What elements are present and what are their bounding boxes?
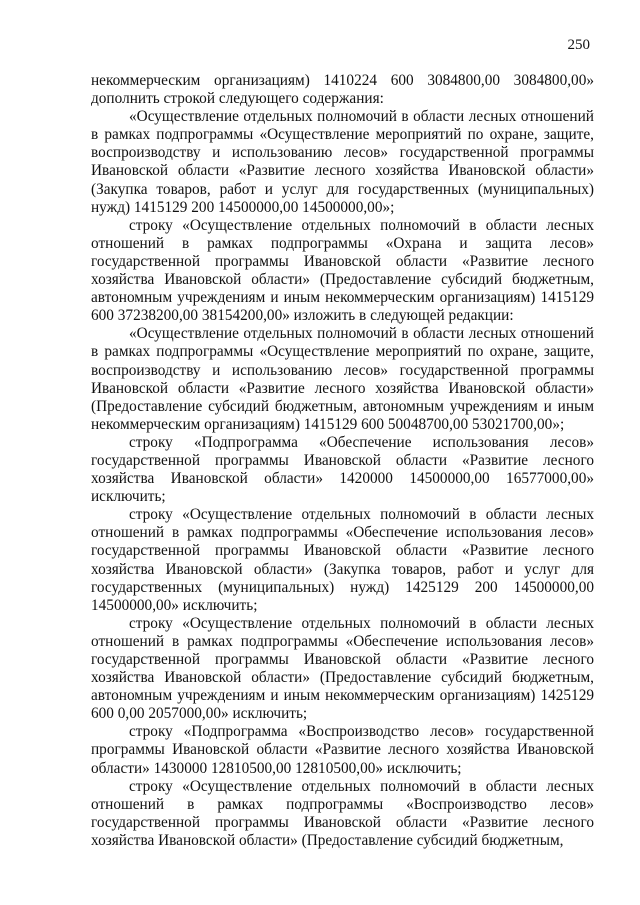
paragraph-2: «Осуществление отдельных полномочий в области лесных отношений в рамках подпрограммы «Осуществление мероприятий по охране, защите, воспроизводству и использованию лесов» государственной программы Ивановской области «Развитие лесного хозяйства Ивановской области» (Закупка товаров, работ и услуг для государственных (муниципальных) нужд) 1415129 200 14500000,00 14500000,00»; <box>91 108 594 216</box>
paragraph-1: некоммерческим организациям) 1410224 600 3084800,00 3084800,00» дополнить строкой следующего содержания: <box>91 72 594 108</box>
paragraph-9: строку «Осуществление отдельных полномочий в области лесных отношений в рамках подпрограммы «Воспроизводство лесов» государственной программы Ивановской области «Развитие лесного хозяйства Ивановской области» (Предоставление субсидий бюджетным, <box>91 777 594 849</box>
page-number: 250 <box>567 37 590 53</box>
document-body <box>91 72 594 850</box>
paragraph-5: строку «Подпрограмма «Обеспечение использования лесов» государственной программы Ивановской области «Развитие лесного хозяйства Ивановской области» 1420000 14500000,00 16577000,00» исключить; <box>91 433 594 506</box>
paragraph-7: строку «Осуществление отдельных полномочий в области лесных отношений в рамках подпрограммы «Обеспечение использования лесов» государственной программы Ивановской области «Развитие лесного хозяйства Ивановской области» (Предоставление субсидий бюджетным, автономным учреждениям и иным некоммерческим организациям) 1425129 600 0,00 2057000,00» исключить; <box>91 614 594 723</box>
paragraph-6: строку «Осуществление отдельных полномочий в области лесных отношений в рамках подпрограммы «Обеспечение использования лесов» государственной программы Ивановской области «Развитие лесного хозяйства Ивановской области» (Закупка товаров, работ и услуг для государственных (муниципальных) нужд) 1425129 200 14500000,00 14500000,00» исключить; <box>91 506 594 614</box>
paragraph-3: строку «Осуществление отдельных полномочий в области лесных отношений в рамках подпрограммы «Охрана и защита лесов» государственной программы Ивановской области «Развитие лесного хозяйства Ивановской области» (Предоставление субсидий бюджетным, автономным учреждениям и иным некоммерческим организациям) 1415129 600 37238200,00 38154200,00» изложить в следующей редакции: <box>91 216 594 325</box>
paragraph-4: «Осуществление отдельных полномочий в области лесных отношений в рамках подпрограммы «Осуществление мероприятий по охране, защите, воспроизводству и использованию лесов» государственной программы Ивановской области «Развитие лесного хозяйства Ивановской области» (Предоставление субсидий бюджетным, автономным учреждениям и иным некоммерческим организациям) 1415129 600 50048700,00 53021700,00»; <box>91 325 594 433</box>
paragraph-8: строку «Подпрограмма «Воспроизводство лесов» государственной программы Ивановской области «Развитие лесного хозяйства Ивановской области» 1430000 12810500,00 12810500,00» исключить; <box>91 723 594 777</box>
